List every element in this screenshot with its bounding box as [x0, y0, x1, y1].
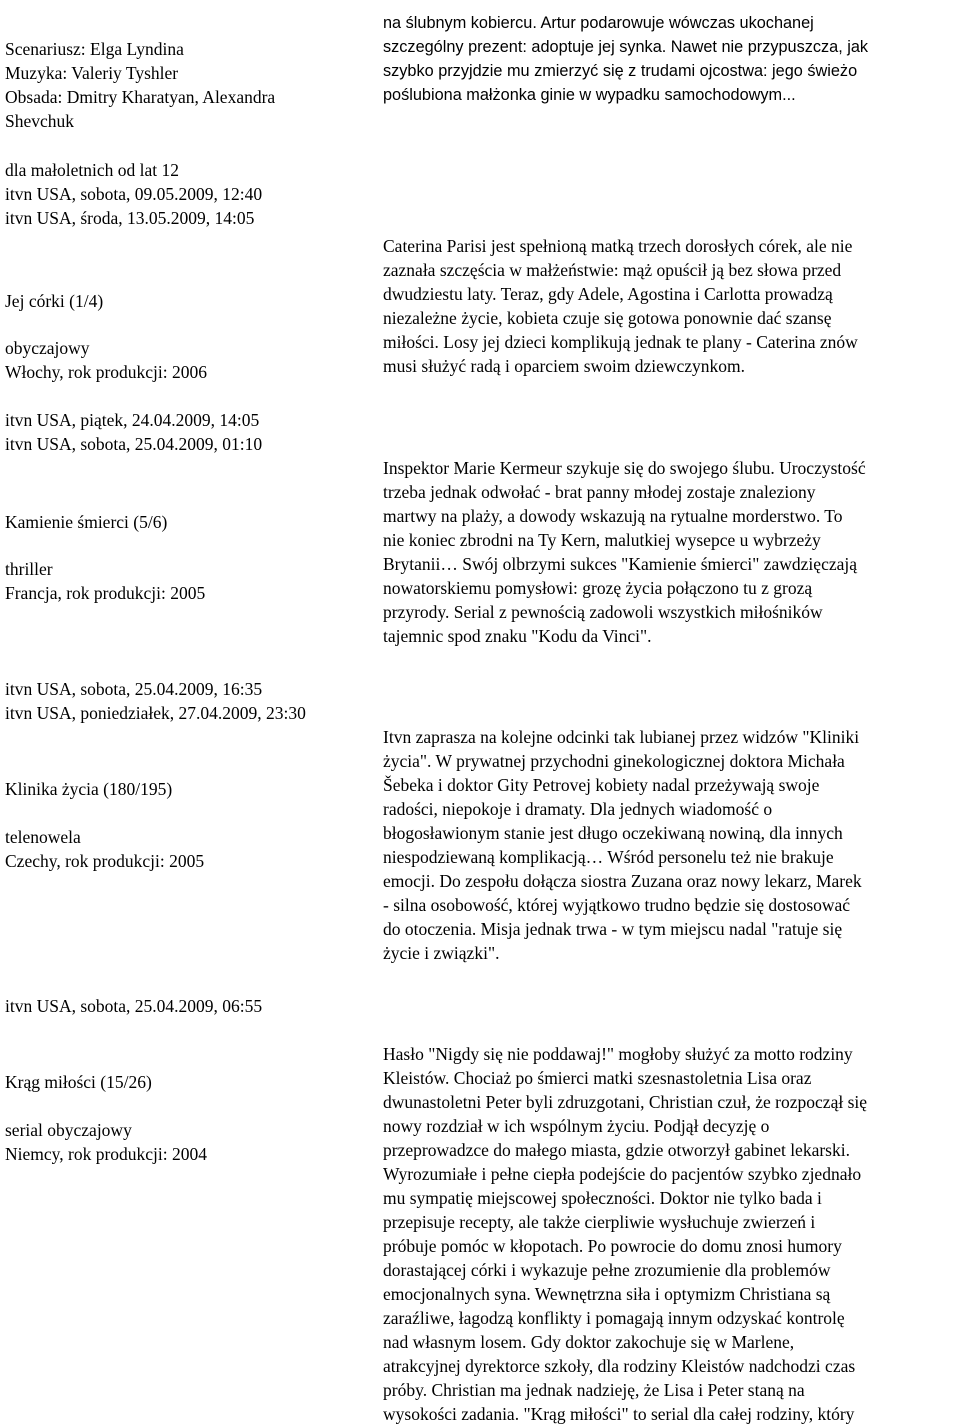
description-line: Hasło "Nigdy się nie poddawaj!" mogłoby służyć za motto rodziny [383, 1044, 853, 1064]
broadcast-time: itvn USA, środa, 13.05.2009, 14:05 [5, 208, 255, 228]
description-line: nowatorskiemu pomysłowi: grozę życia połączono tu z grozą [383, 578, 813, 598]
program-origin: Niemcy, rok produkcji: 2004 [5, 1144, 208, 1164]
program-title-text: Klinika życia (180/195) [5, 779, 173, 799]
description-line: tajemnic spod znaku "Kodu da Vinci". [383, 626, 652, 646]
description-line: życie i związki". [383, 943, 500, 963]
description-line: emocji. Do zespołu dołącza siostra Zuzana oraz nowy lekarz, Marek [383, 871, 862, 891]
description-line: nowy rozdział w ich wspólnym życiu. Podjął decyzję o [383, 1116, 770, 1136]
broadcast-time: itvn USA, poniedziałek, 27.04.2009, 23:30 [5, 703, 306, 723]
program-title-text: Krąg miłości (15/26) [5, 1072, 152, 1092]
program-title-2 [5, 510, 365, 534]
description-line: życia". W prywatnej przychodni ginekologicznej doktora Michała [383, 751, 845, 771]
broadcast-time: itvn USA, sobota, 09.05.2009, 12:40 [5, 184, 263, 204]
credits-cast-continued: Shevchuk [5, 111, 75, 131]
description-line: nad własnym losem. Gdy doktor zakochuje się w Marlene, [383, 1332, 795, 1352]
description-line: próbuje pomóc w kłopotach. Po powrocie do domu znosi humory [383, 1236, 842, 1256]
broadcast-time: itvn USA, sobota, 25.04.2009, 16:35 [5, 679, 263, 699]
description-line: wysokości zadania. "Krąg miłości" to serial dla całej rodziny, który [383, 1404, 855, 1424]
broadcast-times-1 [5, 182, 365, 230]
age-rating-text: dla małoletnich od lat 12 [5, 160, 179, 180]
description-line: nie koniec zbrodni na Ty Kern, malutkiej wysepce u wybrzeży [383, 530, 821, 550]
program-meta-4 [5, 1118, 365, 1166]
broadcast-times-4 [5, 994, 365, 1018]
program-description-1 [383, 234, 955, 378]
description-line: Inspektor Marie Kermeur szykuje się do swojego ślubu. Uroczystość [383, 458, 866, 478]
description-line: szybko przyjdzie mu zmierzyć się z trudami ojcostwa: jego świeżo [383, 62, 858, 80]
credits-screenplay: Scenariusz: Elga Lyndina [5, 39, 184, 59]
description-line: szczególny prezent: adoptuje jej synka. Nawet nie przypuszcza, jak [383, 38, 869, 56]
description-line: musi służyć radą i oparciem swoim dziewczynkom. [383, 356, 746, 376]
program-title-4 [5, 1070, 365, 1094]
broadcast-time: itvn USA, sobota, 25.04.2009, 06:55 [5, 996, 263, 1016]
broadcast-times-2 [5, 408, 365, 456]
program-meta-1 [5, 336, 365, 384]
description-line: radości, niepokoje i dramaty. Dla jednych wiadomość o [383, 799, 773, 819]
description-line: dwudziestu laty. Teraz, gdy Adele, Agostina i Carlotta prowadzą [383, 284, 833, 304]
credits-cast: Obsada: Dmitry Kharatyan, Alexandra [5, 87, 276, 107]
description-line: Itvn zaprasza na kolejne odcinki tak lubianej przez widzów "Kliniki [383, 727, 860, 747]
description-line: próby. Christian ma jednak nadzieję, że Lisa i Peter staną na [383, 1380, 805, 1400]
program-description-2 [383, 456, 955, 648]
credits-music: Muzyka: Valeriy Tyshler [5, 63, 179, 83]
description-line: dorastającej córki i wykazuje pełne zrozumienie dla problemów [383, 1260, 831, 1280]
description-line: przepisuje recepty, ale także cierpliwie wysłuchuje zwierzeń i [383, 1212, 816, 1232]
program-meta-3 [5, 825, 365, 873]
program-origin: Czechy, rok produkcji: 2005 [5, 851, 205, 871]
program-origin: Francja, rok produkcji: 2005 [5, 583, 206, 603]
description-line: na ślubnym kobiercu. Artur podarowuje wówczas ukochanej [383, 14, 814, 32]
description-line: atrakcyjnej dyrektorce szkoły, dla rodziny Kleistów nadchodzi czas [383, 1356, 856, 1376]
description-line: Kleistów. Chociaż po śmierci matki szesnastoletnia Lisa oraz [383, 1068, 812, 1088]
description-line: miłości. Losy jej dzieci komplikują jednak te plany - Caterina znów [383, 332, 858, 352]
description-line: błogosławionym stanie jest długo oczekiwaną nowiną, dla innych [383, 823, 843, 843]
program-genre: telenowela [5, 827, 81, 847]
program-genre: thriller [5, 559, 53, 579]
program-description-3 [383, 725, 955, 965]
credits-block [5, 37, 365, 133]
description-line: martwy na plaży, a dowody wskazują na rytualne morderstwo. To [383, 506, 843, 526]
description-line: niezależne życie, kobieta czuje się gotowa ponownie dać szansę [383, 308, 832, 328]
description-line: zaraźliwe, łagodzą konflikty i pomagają innym odzyskać kontrolę [383, 1308, 845, 1328]
description-line: dwunastoletni Peter byli zdruzgotani, Christian czuł, że rozpoczął się [383, 1092, 868, 1112]
program-genre: obyczajowy [5, 338, 90, 358]
description-line: Šebeka i doktor Gity Petrovej kobiety nadal przeżywają swoje [383, 775, 820, 795]
description-line: Caterina Parisi jest spełnioną matką trzech dorosłych córek, ale nie [383, 236, 853, 256]
program-title-text: Jej córki (1/4) [5, 291, 104, 311]
description-line: Brytanii… Swój olbrzymi sukces "Kamienie śmierci" zawdzięczają [383, 554, 857, 574]
description-line: emocjonalnych syna. Wewnętrzna siła i optymizm Christiana są [383, 1284, 831, 1304]
broadcast-time: itvn USA, piątek, 24.04.2009, 14:05 [5, 410, 260, 430]
program-meta-2 [5, 557, 365, 605]
broadcast-time: itvn USA, sobota, 25.04.2009, 01:10 [5, 434, 263, 454]
description-line: trzeba jednak odwołać - brat panny młodej zostaje znaleziony [383, 482, 816, 502]
age-rating [5, 158, 365, 182]
program-title-3 [5, 777, 365, 801]
description-line: przeprowadzce do małego miasta, gdzie otworzył gabinet lekarski. [383, 1140, 850, 1160]
description-line: niespodziewaną komplikacją… Wśród personelu też nie brakuje [383, 847, 834, 867]
description-line: przyrody. Serial z pewnością zadowoli wszystkich miłośników [383, 602, 823, 622]
program-title-1 [5, 289, 365, 313]
program-genre: serial obyczajowy [5, 1120, 132, 1140]
broadcast-times-3 [5, 677, 365, 725]
description-line: do otoczenia. Misja jednak trwa - w tym miejscu nadal "ratuje się [383, 919, 843, 939]
description-line: zaznała szczęścia w małżeństwie: mąż opuścił ją bez słowa przed [383, 260, 842, 280]
program-description-4 [383, 1042, 955, 1426]
description-line: Wyrozumiałe i pełne ciepła podejście do pacjentów szybko zjednało [383, 1164, 862, 1184]
description-line: poślubiona małżonka ginie w wypadku samochodowym... [383, 86, 796, 104]
program-origin: Włochy, rok produkcji: 2006 [5, 362, 208, 382]
description-line: - silna osobowość, której wyjątkowo trudno będzie się dostosować [383, 895, 851, 915]
description-line: mu sympatię miejscowej społeczności. Doktor nie tylko bada i [383, 1188, 822, 1208]
intro-description [383, 11, 955, 107]
program-title-text: Kamienie śmierci (5/6) [5, 512, 168, 532]
